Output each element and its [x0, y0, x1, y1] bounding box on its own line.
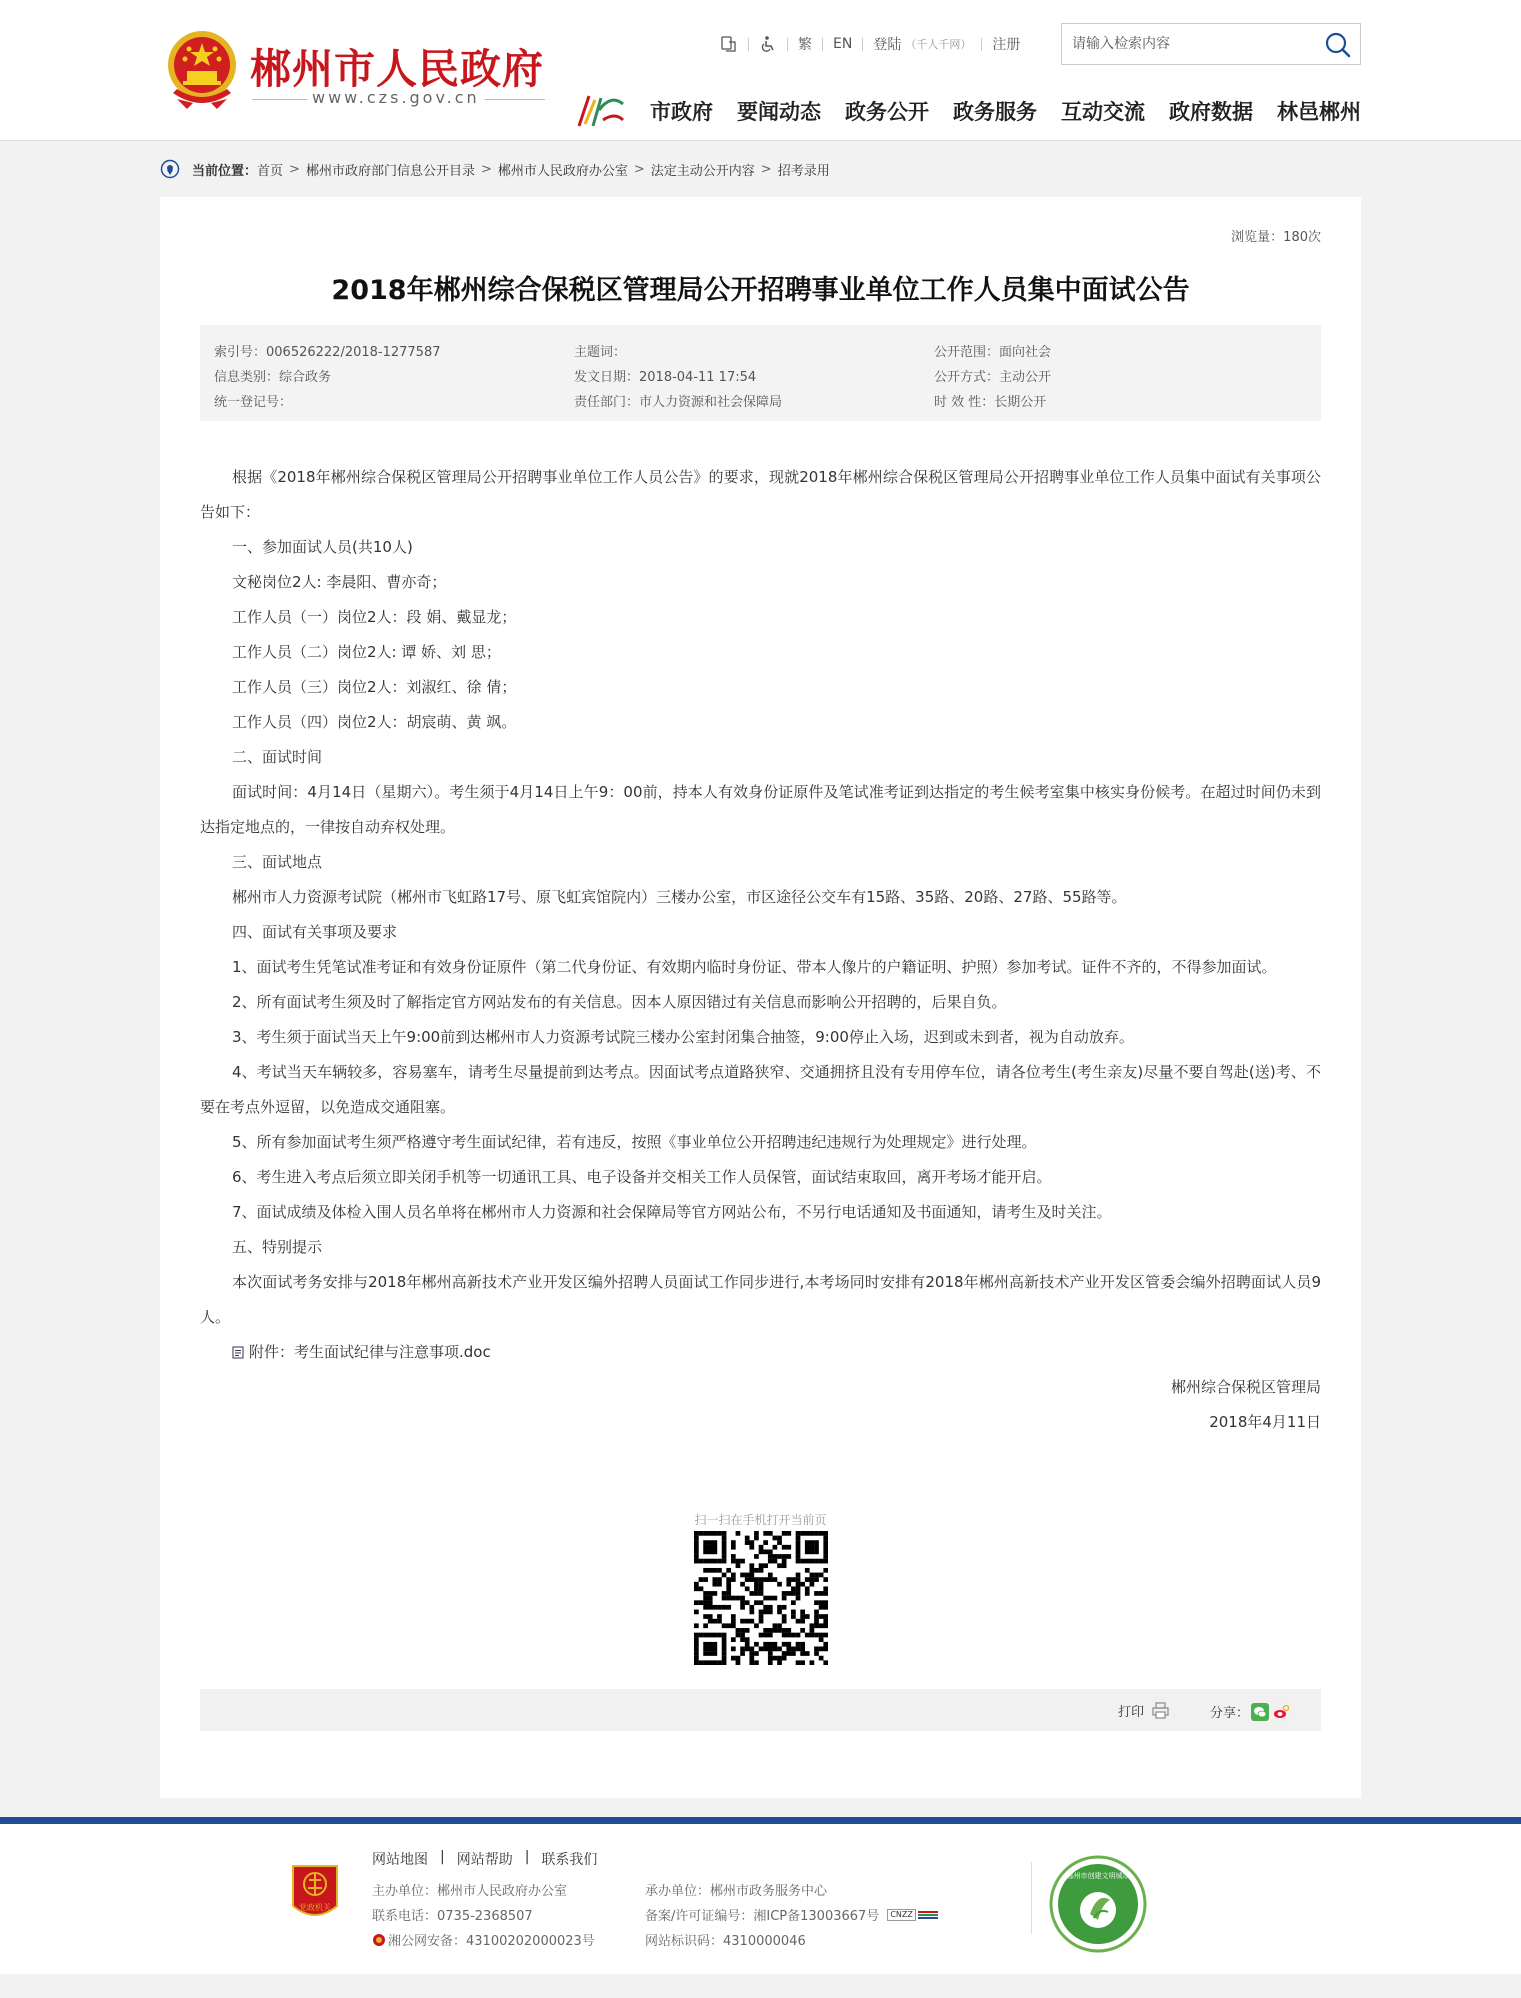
footer-site-id: 网站标识码：4310000046 — [645, 1934, 806, 1949]
paragraph: 文秘岗位2人: 李晨阳、曹亦奇； — [232, 573, 447, 591]
paragraph: 本次面试考务安排与2018年郴州高新技术产业开发区编外招聘人员面试工作同步进行,本考场同时安排有2018年郴州高新技术产业开发区管委会编外招聘面试人员9人。 — [200, 1273, 1321, 1326]
search-icon[interactable] — [1324, 31, 1352, 59]
police-badge-icon — [372, 1933, 386, 1947]
search-input[interactable] — [1072, 33, 1312, 55]
paragraph: 5、所有参加面试考生须严格遵守考生面试纪律，若有违反，按照《事业单位公开招聘违纪违规行为处理规定》进行处理。 — [232, 1133, 1037, 1151]
breadcrumb-home[interactable]: 首页 — [257, 163, 284, 179]
party-government-badge-icon[interactable] — [289, 1862, 341, 1924]
tool-separator — [748, 38, 749, 51]
paragraph: 工作人员（三）岗位2人：刘淑红、徐 倩； — [232, 678, 517, 696]
article-title: 2018年郴州综合保税区管理局公开招聘事业单位工作人员集中面试公告 — [331, 275, 1190, 306]
tool-separator — [862, 38, 863, 51]
breadcrumb — [160, 158, 830, 180]
paragraph: 面试时间：4月14日（星期六）。考生须于4月14日上午9：00前，持本人有效身份证原件及笔试准考证到达指定的考生候考室集中核实身份候考。在超过时间仍未到达指定地点的，一律按自动弃权处理。 — [200, 783, 1321, 836]
footer-police-record[interactable] — [372, 1930, 595, 1949]
article-body — [200, 460, 1321, 1440]
mobile-icon — [720, 35, 738, 53]
main-nav — [650, 96, 1385, 126]
breadcrumb-office[interactable]: 郴州市人民政府办公室 — [497, 163, 628, 179]
article-container — [160, 197, 1361, 1798]
site-footer — [0, 1824, 1521, 1974]
share-bar — [200, 1689, 1321, 1731]
paragraph: 2、所有面试考生须及时了解指定官方网站发布的有关信息。因本人原因错过有关信息而影响公开招聘的，后果自负。 — [232, 993, 1007, 1011]
paragraph: 三、面试地点 — [232, 853, 323, 871]
paragraph: 工作人员（四）岗位2人：胡宸萌、黄 飒。 — [232, 713, 517, 731]
mobile-link[interactable] — [720, 35, 738, 53]
footer-icp[interactable] — [645, 1905, 938, 1924]
paragraph: 1、面试考生凭笔试准考证和有效身份证原件（第二代身份证、有效期内临时身份证、带本人像片的户籍证明、护照）参加考试。证件不齐的，不得参加面试。 — [232, 958, 1277, 976]
tool-separator — [787, 38, 788, 51]
english-link[interactable]: EN — [833, 36, 853, 52]
footer-link-separator: | — [524, 1849, 530, 1865]
paragraph: 工作人员（一）岗位2人：段 娟、戴显龙； — [232, 608, 517, 626]
login-label: 登陆 — [873, 37, 902, 53]
attachment-label: 附件：考生面试纪律与注意事项.doc — [249, 1343, 491, 1361]
top-tools — [720, 34, 1020, 54]
doc-file-icon — [232, 1346, 245, 1359]
footer-host: 主办单位：郴州市人民政府办公室 — [372, 1884, 568, 1899]
breadcrumb-label: 当前位置： — [192, 163, 258, 179]
national-emblem-icon[interactable] — [163, 27, 241, 111]
nav-item-city-government[interactable]: 市政府 — [650, 100, 713, 124]
linyi-logo-icon — [575, 90, 627, 130]
footer-links — [372, 1849, 597, 1869]
paragraph: 6、考生进入考点后须立即关闭手机等一切通讯工具、电子设备并交相关工作人员保管，面试结束取回，离开考场才能开启。 — [232, 1168, 1052, 1186]
search-box — [1061, 23, 1361, 65]
view-count: 浏览量：180次 — [1231, 230, 1321, 245]
breadcrumb-separator: > — [480, 161, 492, 177]
footer-link-help[interactable]: 网站帮助 — [456, 1852, 513, 1868]
weibo-icon[interactable] — [1272, 1703, 1290, 1721]
url-divider-left — [252, 99, 307, 100]
meta-department: 责任部门：市人力资源和社会保障局 — [574, 395, 783, 410]
traditional-chinese-link[interactable]: 繁 — [798, 37, 812, 53]
site-url: www.czs.gov.cn — [312, 88, 480, 107]
paragraph: 工作人员（二）岗位2人: 谭 娇、刘 思； — [232, 643, 501, 661]
print-button[interactable] — [1118, 1701, 1172, 1720]
footer-phone: 联系电话：0735-2368507 — [372, 1909, 533, 1924]
accessibility-icon — [759, 35, 777, 53]
footer-link-separator: | — [440, 1849, 445, 1865]
meta-category: 信息类别：综合政务 — [214, 370, 332, 385]
attachment-link[interactable] — [200, 1335, 1321, 1370]
breadcrumb-separator: > — [633, 161, 645, 177]
url-divider-right — [485, 99, 545, 100]
paragraph: 一、参加面试人员(共10人) — [232, 538, 413, 556]
signature-date: 2018年4月11日 — [1209, 1413, 1321, 1431]
meta-subject: 主题词： — [574, 345, 627, 360]
meta-publish-date: 发文日期：2018-04-11 17:54 — [574, 370, 757, 385]
share-group — [1210, 1702, 1290, 1721]
nav-item-government-affairs[interactable]: 政务公开 — [845, 100, 929, 124]
meta-index-no: 索引号：006526222/2018-1277587 — [214, 345, 441, 360]
tool-separator — [981, 38, 982, 51]
printer-icon — [1150, 1702, 1172, 1720]
nav-item-government-services[interactable]: 政务服务 — [953, 100, 1037, 124]
breadcrumb-separator: > — [289, 161, 300, 177]
qr-code-icon — [694, 1531, 828, 1665]
meta-validity: 时 效 性：长期公开 — [934, 395, 1047, 410]
police-record-text: 湘公网安备：43100202000023号 — [388, 1934, 595, 1949]
nav-item-linyi-chenzhou[interactable]: 林邑郴州 — [1277, 100, 1361, 124]
stats-badge-icon — [918, 1910, 938, 1920]
site-header — [0, 0, 1521, 141]
login-link[interactable] — [873, 34, 971, 54]
paragraph: 四、面试有关事项及要求 — [232, 923, 398, 941]
civil-badge-text: 郴州市创建文明城市 — [1066, 1872, 1130, 1880]
footer-link-sitemap[interactable]: 网站地图 — [372, 1852, 428, 1868]
paragraph: 五、特别提示 — [232, 1238, 323, 1256]
paragraph: 4、考试当天车辆较多，容易塞车，请考生尽量提前到达考点。因面试考点道路狭窄、交通拥挤且没有专用停车位，请各位考生(考生亲友)尽量不要自驾赴(送)考、不要在考点外逗留，以免造成交通阻塞。 — [200, 1063, 1321, 1116]
nav-item-news[interactable]: 要闻动态 — [737, 100, 821, 124]
breadcrumb-recruitment[interactable]: 招考录用 — [777, 163, 830, 179]
login-sublabel: （千人千网） — [905, 38, 972, 51]
paragraph: 7、面试成绩及体检入围人员名单将在郴州市人力资源和社会保障局等官方网站公布，不另行电话通知及书面通知，请考生及时关注。 — [232, 1203, 1112, 1221]
paragraph: 3、考生须于面试当天上午9:00前到达郴州市人力资源考试院三楼办公室封闭集合抽签，9:00停止入场，迟到或未到者，视为自动放弃。 — [232, 1028, 1134, 1046]
location-pin-icon — [160, 159, 180, 179]
signature-org: 郴州综合保税区管理局 — [1170, 1378, 1321, 1396]
footer-undertaker: 承办单位：郴州市政务服务中心 — [645, 1884, 828, 1899]
breadcrumb-public-content[interactable]: 法定主动公开内容 — [650, 163, 755, 179]
footer-divider — [0, 1817, 1521, 1824]
meta-method: 公开方式：主动公开 — [934, 370, 1052, 385]
accessibility-link[interactable] — [759, 35, 777, 53]
breadcrumb-separator: > — [760, 161, 772, 177]
nav-item-interaction[interactable]: 互动交流 — [1061, 100, 1145, 124]
breadcrumb-directory[interactable]: 郴州市政府部门信息公开目录 — [305, 163, 475, 179]
meta-unified-no: 统一登记号： — [214, 395, 293, 410]
paragraph: 二、面试时间 — [232, 748, 323, 766]
article-meta — [200, 325, 1321, 421]
paragraph: 郴州市人力资源考试院（郴州市飞虹路17号、原飞虹宾馆院内）三楼办公室，市区途径公交车有15路、35路、20路、27路、55路等。 — [232, 888, 1127, 906]
paragraph: 根据《2018年郴州综合保税区管理局公开招聘事业单位工作人员公告》的要求，现就2018年郴州综合保税区管理局公开招聘事业单位工作人员集中面试有关事项公告如下： — [200, 468, 1321, 521]
meta-scope: 公开范围：面向社会 — [934, 345, 1052, 360]
qr-caption: 扫一扫在手机打开当前页 — [694, 1513, 827, 1527]
register-link[interactable]: 注册 — [992, 37, 1021, 53]
wechat-icon[interactable] — [1251, 1703, 1269, 1721]
tool-separator — [822, 38, 823, 51]
nav-item-government-data[interactable]: 政府数据 — [1169, 100, 1253, 124]
civilized-city-badge-icon[interactable] — [1048, 1854, 1148, 1954]
print-label: 打印 — [1118, 1705, 1145, 1720]
footer-vertical-divider — [1031, 1862, 1032, 1934]
icp-badge: CNZZ — [887, 1909, 916, 1921]
footer-link-contact[interactable]: 联系我们 — [541, 1852, 598, 1868]
icp-text: 备案/许可证编号：湘ICP备13003667号 — [645, 1909, 880, 1924]
share-label: 分享： — [1210, 1706, 1250, 1721]
party-badge-text: 党政机关 — [299, 1903, 331, 1912]
site-title[interactable]: 郴州市人民政府 — [250, 45, 544, 93]
